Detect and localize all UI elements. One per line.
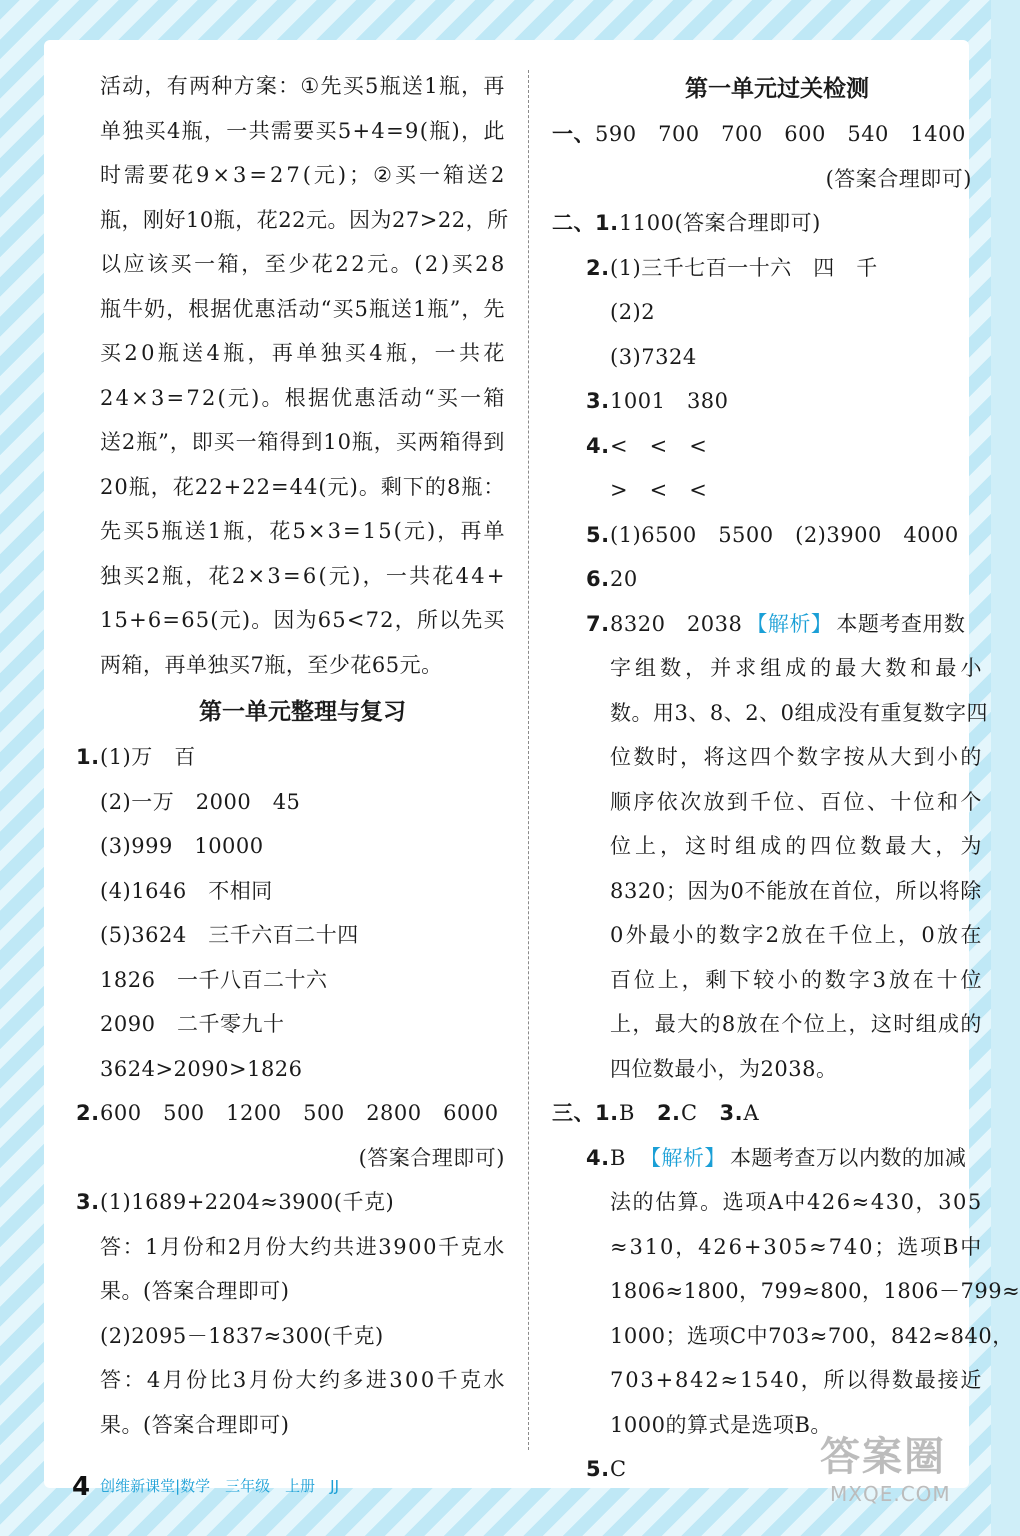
- s2-item3-number: 3.: [586, 389, 610, 413]
- q3-answer-1: (1)1689+2204≈3900(千克): [100, 1190, 395, 1214]
- q3-answer-2: 答 ： 1 月 份 和 2 月 份 大 约 共 进 3 9 0 0 千 克 水: [100, 1234, 505, 1259]
- s3-item1-answer: B: [619, 1101, 635, 1125]
- q3-answer-5: 答 ： 4 月 份 比 3 月 份 大 约 多 进 3 0 0 千 克 水: [100, 1368, 505, 1392]
- page-footer: [72, 1468, 339, 1504]
- answer-line: 2 4 × 3 = 7 2 ( 元 ) 。 根 据 优 惠 活 动 “ 买 一 箱: [100, 385, 505, 410]
- q2-line: [76, 1095, 505, 1140]
- analysis-tag: 【解析】: [746, 611, 833, 636]
- q1-line: [76, 739, 505, 784]
- s3-item4: [552, 1140, 982, 1185]
- s2-item2-line3: (3)7324: [610, 344, 697, 369]
- s2-item6-answer: 20: [610, 567, 638, 591]
- analysis-line: 字 组 数 ， 并 求 组 成 的 最 大 数 和 最 小: [610, 656, 982, 680]
- s2-item6-number: 6.: [586, 567, 610, 591]
- s2-item7-answer: 8320 2038: [610, 611, 743, 636]
- watermark-text: 答案圈: [820, 1434, 946, 1480]
- analysis-tag: 【解析】: [639, 1145, 726, 1170]
- q1-answer-5: (5)3624 三千六百二十四: [100, 923, 359, 947]
- q1-number: 1.: [76, 745, 100, 769]
- s3-item3-answer: A: [743, 1101, 760, 1125]
- s2-item5-answer: (1)6500 5500 (2)3900 4000: [610, 522, 959, 547]
- answer-line: 先 买 5 瓶 送 1 瓶 ， 花 5 × 3 = 1 5 ( 元 ) ， 再 单: [100, 519, 505, 543]
- q2-answer: 600 500 1200 500 2800 6000: [100, 1101, 499, 1125]
- s2-item1-answer: 1100(答案合理即可): [619, 211, 821, 235]
- s2-item1: [552, 205, 982, 250]
- answer-line: 活 动 ， 有 两 种 方 案 ： ① 先 买 5 瓶 送 1 瓶 ， 再: [100, 74, 505, 98]
- s2-item4-answer: < < <: [610, 433, 708, 458]
- s2-item2: [552, 250, 982, 295]
- analysis-line: 位 上 ， 这 时 组 成 的 四 位 数 最 大 ， 为: [610, 834, 982, 858]
- analysis-line: 1000的算式是选项B。: [610, 1412, 832, 1437]
- analysis-line: 8 3 2 0 ； 因 为 0 不 能 放 在 首 位 ， 所 以 将 除: [610, 878, 982, 903]
- q1-answer-6: 1826 一千八百二十六: [100, 967, 328, 992]
- answer-line: 1 5 + 6 = 6 5 ( 元 ) 。 因 为 6 5 < 7 2 ， 所 以 先 买: [100, 608, 505, 632]
- s2-item7-analysis-start: 本题考查用数: [836, 611, 966, 636]
- page-number: 4: [72, 1471, 91, 1502]
- q1-answer-7: 2090 二千零九十: [100, 1012, 285, 1036]
- q3-answer-3: 果。(答案合理即可): [100, 1279, 290, 1303]
- right-column: [552, 68, 1020, 1496]
- s3-item2-answer: C: [680, 1101, 698, 1125]
- s1-label: 一、: [552, 122, 595, 146]
- s2-item7: [552, 606, 982, 651]
- q3-number: 3.: [76, 1190, 100, 1214]
- watermark-url: MXQE.COM: [830, 1482, 951, 1506]
- q3-line: [76, 1184, 505, 1229]
- s2-item4: [552, 428, 982, 473]
- s3-item1-number: 1.: [595, 1101, 619, 1125]
- s2-item4-number: 4.: [586, 433, 610, 458]
- s3-item4-answer: B: [610, 1145, 626, 1170]
- s3-item4-analysis: [552, 1184, 1020, 1451]
- s3-item3-number: 3.: [719, 1101, 744, 1125]
- q2-number: 2.: [76, 1101, 100, 1125]
- answer-line: 以 应 该 买 一 箱 ， 至 少 花 2 2 元 。 ( 2 ) 买 2 8: [100, 252, 505, 276]
- analysis-line: 法 的 估 算 。 选 项 A 中 4 2 6 ≈ 4 3 0 ， 3 0 5: [610, 1190, 982, 1214]
- s3-label: 三、: [552, 1101, 595, 1125]
- s2-item3: [552, 383, 982, 428]
- analysis-line: 位 数 时 ， 将 这 四 个 数 字 按 从 大 到 小 的: [610, 745, 982, 769]
- answer-line: 独 买 2 瓶 ， 花 2 × 3 = 6 ( 元 ) ， 一 共 花 4 4 +: [100, 563, 505, 588]
- q3-answer-4: (2)2095－1837≈300(千克): [100, 1323, 384, 1348]
- answer-line: 两箱，再单独买7瓶，至少花65元。: [100, 652, 443, 677]
- s2-label: 二、: [552, 211, 595, 235]
- analysis-line: 1 0 0 0 ； 选 项 C 中 7 0 3 ≈ 7 0 0 ， 8 4 2 ≈ 8 4 0 ，: [610, 1323, 1014, 1348]
- s3-items123: [552, 1095, 982, 1140]
- analysis-line: 百 位 上 ， 剩 下 较 小 的 数 字 3 放 在 十 位: [610, 967, 982, 992]
- answer-line: 时 需 要 花 9 × 3 = 2 7 ( 元 ) ； ② 买 一 箱 送 2: [100, 163, 505, 187]
- s3-item4-analysis-start: 本题考查万以内数的加减: [729, 1145, 967, 1170]
- answer-line: 2 0 瓶 ， 花 2 2 + 2 2 = 4 4 ( 元 ) 。 剩 下 的 8 瓶 ：: [100, 474, 505, 499]
- s1-answer: 590 700 700 600 540 1400: [595, 122, 966, 146]
- q3-answer-6: 果。(答案合理即可): [100, 1412, 290, 1437]
- section-heading-review: 第一单元整理与复习: [199, 699, 406, 725]
- left-column: [76, 68, 509, 1451]
- q1-answer-4: (4)1646 不相同: [100, 878, 273, 903]
- s1-note: (答案合理即可): [825, 166, 972, 191]
- s2-item2-number: 2.: [586, 255, 610, 280]
- answer-line: 买 2 0 瓶 送 4 瓶 ， 再 单 独 买 4 瓶 ， 一 共 花: [100, 341, 505, 365]
- answer-paragraph-continued: [100, 68, 509, 691]
- s1-line: [552, 116, 982, 161]
- s2-item4-line2: > < <: [610, 478, 708, 502]
- s2-item7-number: 7.: [586, 611, 610, 636]
- answer-line: 送 2 瓶 ” ， 即 买 一 箱 得 到 1 0 瓶 ， 买 两 箱 得 到: [100, 430, 505, 454]
- s3-item5-answer: C: [610, 1457, 627, 1481]
- answer-line: 瓶 ， 刚 好 1 0 瓶 ， 花 2 2 元 。 因 为 2 7 > 2 2 ， 所: [100, 207, 509, 232]
- q1-answer-1: (1)万 百: [100, 745, 196, 769]
- analysis-line: 7 0 3 + 8 4 2 ≈ 1 5 4 0 ， 所 以 得 数 最 接 近: [610, 1368, 982, 1392]
- analysis-line: 上 ， 最 大 的 8 放 在 个 位 上 ， 这 时 组 成 的: [610, 1012, 982, 1036]
- analysis-line: 1 8 0 6 ≈ 1 8 0 0 ， 7 9 9 ≈ 8 0 0 ， 1 8 0 6 － 7 9 9 ≈: [610, 1279, 1020, 1303]
- q1-answer-3: (3)999 10000: [100, 834, 264, 858]
- answer-line: 单 独 买 4 瓶 ， 一 共 需 要 买 5 + 4 = 9 ( 瓶 ) ， 此: [100, 118, 505, 143]
- analysis-line: 0 外 最 小 的 数 字 2 放 在 千 位 上 ， 0 放 在: [610, 923, 982, 947]
- s2-item3-answer: 1001 380: [610, 389, 729, 413]
- analysis-line: 顺 序 依 次 放 到 千 位 、 百 位 、 十 位 和 个: [610, 789, 982, 814]
- section-heading-test: 第一单元过关检测: [685, 76, 869, 102]
- s2-item2-line2: (2)2: [610, 300, 656, 324]
- s2-item5: [552, 517, 982, 562]
- s2-item5-number: 5.: [586, 522, 610, 547]
- answer-line: 瓶 牛 奶 ， 根 据 优 惠 活 动 “ 买 5 瓶 送 1 瓶 ” ， 先: [100, 296, 505, 321]
- s3-item4-number: 4.: [586, 1145, 610, 1170]
- analysis-line: ≈ 3 1 0 ， 4 2 6 + 3 0 5 ≈ 7 4 0 ； 选 项 B 中: [610, 1234, 982, 1259]
- q1-answer-2: (2)一万 2000 45: [100, 789, 301, 814]
- column-divider: [528, 70, 529, 1450]
- s2-item7-analysis: [552, 650, 988, 1095]
- s2-item6: [552, 561, 982, 606]
- watermark-logo: [820, 1425, 970, 1515]
- q2-note: (答案合理即可): [358, 1145, 505, 1170]
- q1-answer-8: 3624>2090>1826: [100, 1056, 303, 1081]
- analysis-line: 数 。 用 3 、 8 、 2 、 0 组 成 没 有 重 复 数 字 四: [610, 700, 988, 725]
- s3-item5-number: 5.: [586, 1457, 610, 1481]
- s3-item2-number: 2.: [656, 1101, 681, 1125]
- s2-item2-answer: (1)三千七百一十六 四 千: [610, 255, 878, 280]
- analysis-line: 四位数最小，为2038。: [610, 1056, 838, 1081]
- s2-item1-number: 1.: [595, 211, 619, 235]
- footer-book-title: 创维新课堂|数学 三年级 上册 JJ: [100, 1477, 339, 1495]
